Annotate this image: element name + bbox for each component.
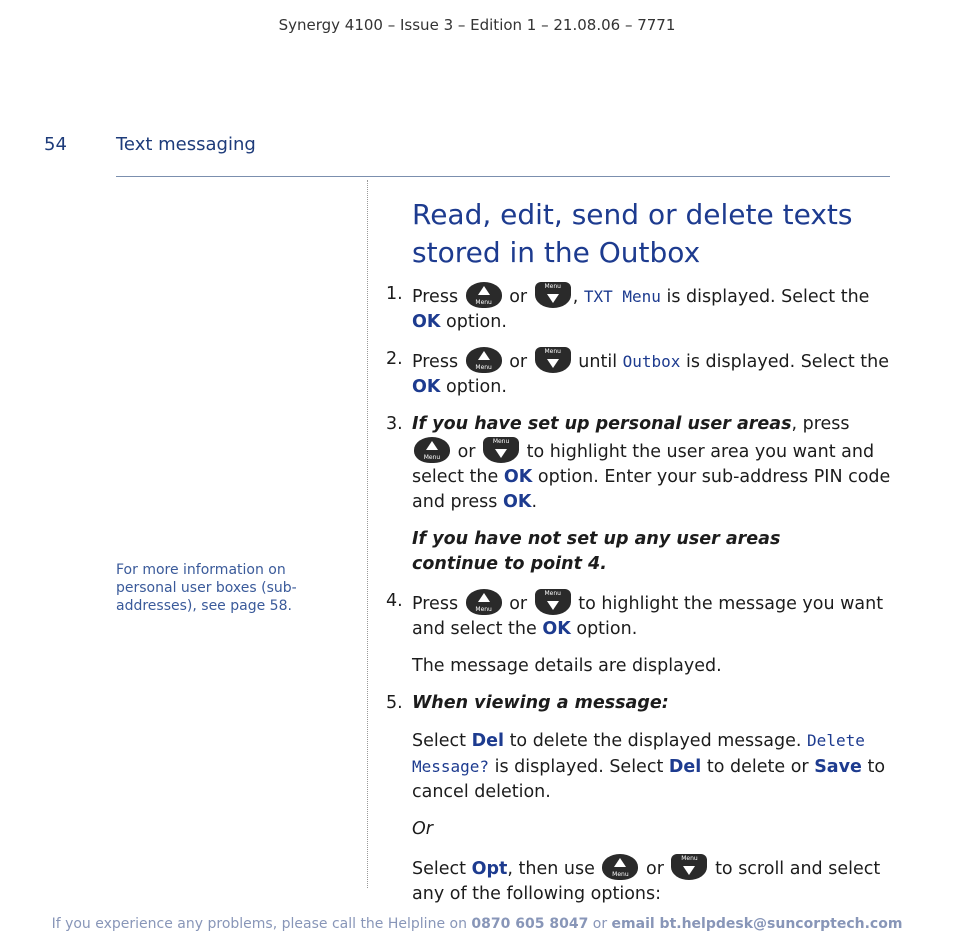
text: or xyxy=(457,442,476,462)
button-label: Menu xyxy=(423,454,441,461)
text: to cancel deletion. xyxy=(412,757,886,802)
text: to scroll and select any of the following options: xyxy=(412,859,881,904)
text: option. xyxy=(446,312,507,332)
text: option. xyxy=(576,619,638,639)
menu-up-button-icon xyxy=(466,347,502,373)
header-rule xyxy=(116,176,890,177)
menu-down-button-icon xyxy=(535,589,571,615)
text: to delete the displayed message. xyxy=(509,731,802,751)
condition-text: When viewing a message: xyxy=(412,693,669,713)
page-heading: Read, edit, send or delete texts stored in the Outbox xyxy=(412,198,853,269)
page-number: 54 xyxy=(44,134,67,155)
button-label: Menu xyxy=(492,438,510,445)
text: Select xyxy=(412,859,466,879)
menu-up-button-icon xyxy=(466,282,502,308)
delete-instructions xyxy=(386,728,892,805)
del-keyword: Del xyxy=(471,731,504,751)
text: to highlight the user area you want and select the xyxy=(412,442,875,487)
lcd-text-txt-menu: TXT Menu xyxy=(583,287,661,306)
button-label: Menu xyxy=(475,364,492,371)
button-label: Menu xyxy=(475,299,492,306)
text: Press xyxy=(412,594,459,614)
instructions xyxy=(386,282,892,919)
or-separator: Or xyxy=(412,819,433,839)
helpline-email: email bt.helpdesk@suncorptech.com xyxy=(611,916,903,932)
step-4 xyxy=(386,589,892,642)
del-keyword: Del xyxy=(668,757,702,777)
text: Press xyxy=(412,352,459,372)
button-label: Menu xyxy=(544,590,561,597)
text: is displayed. Select xyxy=(494,757,664,777)
save-keyword: Save xyxy=(814,757,862,777)
lcd-text-delete-message: Delete Message? xyxy=(412,731,865,776)
text: option. xyxy=(446,377,507,397)
text: , xyxy=(572,287,579,307)
step-number: 4. xyxy=(386,591,403,611)
column-divider xyxy=(367,180,368,888)
text: , press xyxy=(791,414,850,434)
step-number: 5. xyxy=(386,693,403,713)
menu-up-button-icon xyxy=(602,854,638,880)
opt-keyword: Opt xyxy=(471,859,508,879)
menu-up-button-icon xyxy=(414,437,450,463)
menu-down-button-icon xyxy=(535,347,571,373)
text: or xyxy=(509,352,528,372)
button-label: Menu xyxy=(544,348,561,355)
text: is displayed. Select the xyxy=(666,287,870,307)
ok-keyword: OK xyxy=(503,492,532,512)
note-not-set-up: If you have not set up any user areas continue to point 4. xyxy=(412,529,781,574)
ok-keyword: OK xyxy=(542,619,571,639)
details-note: The message details are displayed. xyxy=(412,656,722,676)
step-2 xyxy=(386,347,892,400)
menu-down-button-icon xyxy=(535,282,571,308)
sidebar-note: For more information on personal user boxes (sub-addresses), see page 58. xyxy=(116,562,297,614)
text: , then use xyxy=(507,859,595,879)
menu-up-button-icon xyxy=(466,589,502,615)
ok-keyword: OK xyxy=(412,312,441,332)
text: . xyxy=(531,492,538,512)
footer-lead: If you experience any problems, please call the Helpline on xyxy=(51,916,467,932)
button-label: Menu xyxy=(681,855,698,862)
menu-down-button-icon xyxy=(671,854,707,880)
footer-or: or xyxy=(592,916,608,932)
text: to delete or xyxy=(706,757,809,777)
ok-keyword: OK xyxy=(412,377,441,397)
step-1 xyxy=(386,282,892,335)
button-label: Menu xyxy=(544,283,561,290)
lcd-text-outbox: Outbox xyxy=(622,352,681,371)
button-label: Menu xyxy=(475,606,492,613)
text: Select xyxy=(412,731,466,751)
helpline-phone: 0870 605 8047 xyxy=(471,916,589,932)
text: to highlight the message you want and select the xyxy=(412,594,884,639)
document-header: Synergy 4100 – Issue 3 – Edition 1 – 21.08.06 – 7771 xyxy=(278,16,676,34)
text: or xyxy=(646,859,664,879)
text: until xyxy=(578,352,618,372)
text: is displayed. Select the xyxy=(686,352,889,372)
step-5 xyxy=(386,691,892,716)
text: or xyxy=(509,594,528,614)
text: option. Enter your sub-address PIN code and press xyxy=(412,467,891,512)
text: Press xyxy=(412,287,459,307)
button-label: Menu xyxy=(612,871,629,878)
section-title: Text messaging xyxy=(116,134,256,155)
step-number: 3. xyxy=(386,414,403,434)
step-number: 2. xyxy=(386,349,403,369)
condition-text: If you have set up personal user areas xyxy=(412,414,792,434)
options-instructions xyxy=(386,854,892,907)
helpline-footer xyxy=(0,916,954,932)
step-number: 1. xyxy=(386,284,403,304)
text: or xyxy=(509,287,528,307)
step-3 xyxy=(386,412,892,515)
menu-down-button-icon xyxy=(483,437,519,463)
ok-keyword: OK xyxy=(503,467,533,487)
